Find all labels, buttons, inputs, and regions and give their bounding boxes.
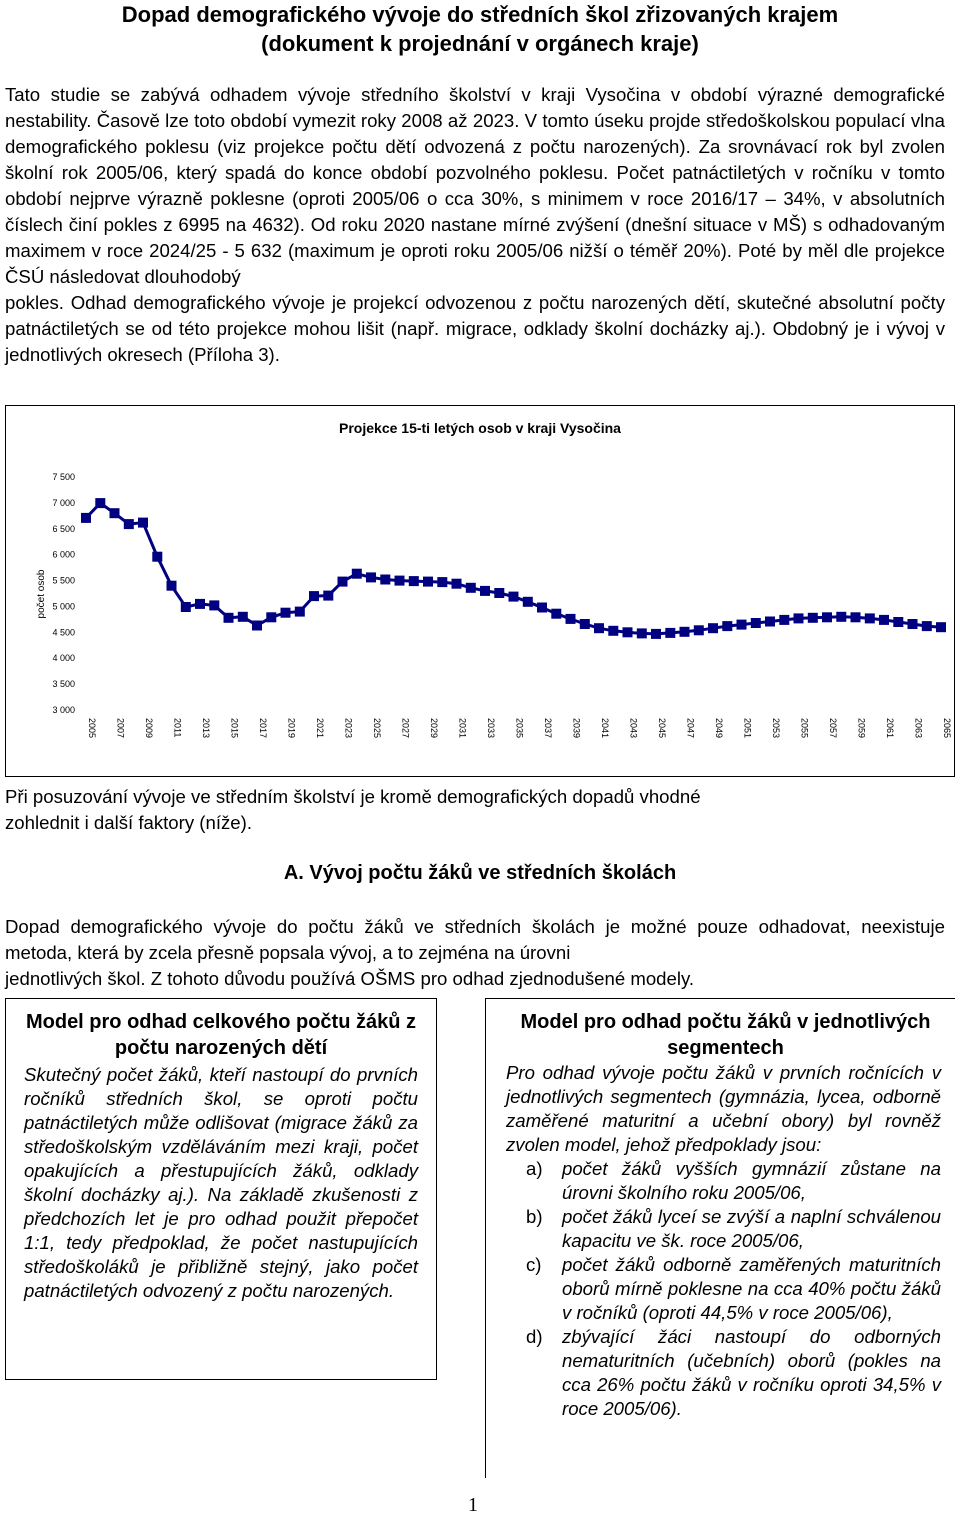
data-point — [181, 602, 191, 612]
x-tick-label: 2043 — [628, 718, 639, 739]
x-tick-label: 2007 — [115, 718, 126, 739]
model-total-text: Skutečný počet žáků, kteří nastoupí do prvních ročníků středních škol, se oproti počtu patnáctiletých může odlišovat (migrace žáků za středoškolským vzděláváním mezi kraji, počet opakujících a přestupujících žáků, odklady školní docházky aj.). Na základě zkušenosti z předchozích let je pro odhad použit přepočet 1:1, tedy předpoklad, že počet nastupujících středoškoláků je přibližně stejný, jako počet patnáctiletých odvozený z počtu narozených. — [24, 1064, 418, 1301]
model-total-title: Model pro odhad celkového počtu žáků z počtu narozených dětí — [25, 1011, 417, 1059]
data-point — [537, 603, 547, 613]
x-tick-label: 2027 — [400, 718, 411, 739]
data-point — [266, 612, 276, 622]
data-point — [893, 617, 903, 627]
data-point — [152, 552, 162, 562]
x-tick-label: 2015 — [229, 718, 240, 739]
assumption-item — [506, 1325, 941, 1421]
data-point — [380, 575, 390, 585]
data-point — [694, 625, 704, 635]
x-tick-label: 2053 — [771, 718, 781, 739]
assumption-list — [486, 1157, 955, 1421]
data-point — [252, 621, 262, 631]
data-point — [323, 591, 333, 601]
data-point — [110, 508, 120, 518]
data-point — [437, 577, 447, 587]
y-tick-label: 5 000 — [52, 601, 75, 612]
x-tick-label: 2055 — [799, 718, 810, 739]
chart-svg — [6, 406, 954, 776]
data-point — [608, 626, 618, 636]
y-tick-label: 7 000 — [52, 497, 75, 508]
y-tick-label: 5 500 — [52, 575, 75, 586]
assumption-text: zbývající žáci nastoupí do odborných nematuritních (učebních) oborů (pokles na cca 26% počtu žáků v ročníku oproti 34,5% v roce 2005/06). — [562, 1326, 941, 1419]
data-point — [879, 615, 889, 625]
x-tick-label: 2041 — [600, 718, 610, 739]
section-a-text: Dopad demografického vývoje do počtu žáků ve středních školách je možné pouze odhadovat, neexistuje metoda, která by zcela přesně popsala vývoj, a to zejména na úrovni — [5, 916, 945, 963]
data-point — [680, 627, 690, 637]
x-tick-label: 2065 — [942, 718, 952, 739]
y-tick-label: 6 000 — [52, 549, 75, 560]
x-tick-label: 2061 — [885, 718, 895, 739]
data-point — [167, 581, 177, 591]
title-line-2: (dokument k projednání v orgánech kraje) — [261, 31, 699, 56]
x-tick-label: 2029 — [429, 718, 439, 739]
data-point — [238, 612, 248, 622]
y-tick-label: 3 500 — [52, 679, 75, 690]
x-tick-label: 2051 — [742, 718, 753, 739]
data-point — [423, 577, 433, 587]
y-tick-label: 4 000 — [52, 653, 75, 664]
data-point — [851, 612, 861, 622]
data-point — [637, 628, 647, 638]
after-chart-paragraph — [5, 784, 945, 836]
assumption-item — [506, 1157, 941, 1205]
x-tick-label: 2023 — [343, 718, 354, 739]
after-chart-text: Při posuzování vývoje ve středním školství je kromě demografických dopadů vhodné — [5, 786, 701, 807]
y-tick-label: 3 000 — [52, 705, 75, 715]
model-total-box — [5, 998, 437, 1380]
intro-text: Tato studie se zabývá odhadem vývoje středního školství v kraji Vysočina v období výrazné demografické nestability. Časově lze toto období vymezit roky 2008 až 2023. V tomto úseku projde středoškolskou populací vlna demografického poklesu (viz projekce počtu dětí odvozená z počtu narozených). Za srovnávací rok byl zvolen školní rok 2005/06, který spadá do konce období pozvolného poklesu. Počet patnáctiletých v ročníku v tomto období nejprve výrazně poklesne (oproti 2005/06 o cca 30%, s minimem v roce 2016/17 – 34%, v absolutních číslech činí pokles z 6995 na 4632). Od roku 2020 nastane mírné zvýšení (dnešní situace v MŠ) s odhadovaným maximem v roce 2024/25 - 5 632 (maximum je oproti roku 2005/06 nižší o téměř 20%). Poté by měl dle projekce ČSÚ následovat dlouhodobý — [5, 84, 945, 287]
data-point — [124, 519, 134, 529]
data-point — [409, 576, 419, 586]
x-tick-label: 2025 — [372, 718, 382, 739]
data-point — [779, 615, 789, 625]
data-point — [722, 621, 732, 631]
assumption-mark: d) — [526, 1326, 543, 1347]
assumption-text: počet žáků vyšších gymnázií zůstane na úrovni školního roku 2005/06, — [562, 1158, 941, 1203]
assumption-text: počet žáků lyceí se zvýší a naplní schválenou kapacitu ve šk. roce 2005/06, — [562, 1206, 941, 1251]
data-point — [480, 586, 490, 596]
x-tick-label: 2049 — [714, 718, 724, 739]
y-tick-label: 4 500 — [52, 627, 75, 638]
data-point — [466, 583, 476, 593]
page-number: 1 — [468, 1494, 478, 1516]
x-tick-label: 2019 — [286, 718, 297, 739]
assumption-item — [506, 1253, 941, 1325]
data-point — [594, 623, 604, 633]
data-point — [395, 576, 405, 586]
data-point — [138, 518, 148, 528]
intro-text-end: pokles. Odhad demografického vývoje je projekcí odvozenou z počtu narozených dětí, skutečné absolutní počty patnáctiletých se od této projekce mohou lišit (např. migrace, odklady školní docházky aj.). Obdobný je i vývoj v jednotlivých okresech (Příloha 3). — [5, 292, 945, 365]
data-point — [908, 619, 918, 629]
model-segments-text: Pro odhad vývoje počtu žáků v prvních ročnících v jednotlivých segmentech (gymnázia, lycea, odborně zaměřené maturitní a učební obory) byl rovněž zvolen model, jehož předpoklady jsou: — [506, 1062, 941, 1155]
data-point — [765, 617, 775, 627]
data-point — [523, 597, 533, 607]
x-tick-label: 2063 — [913, 718, 924, 739]
data-point — [737, 620, 747, 630]
data-point — [794, 613, 804, 623]
y-tick-label: 7 500 — [52, 472, 75, 482]
data-point — [822, 612, 832, 622]
section-a-text-end: jednotlivých škol. Z tohoto důvodu používá OŠMS pro odhad zjednodušené modely. — [5, 968, 695, 989]
x-tick-label: 2047 — [685, 718, 696, 739]
chart-title: Projekce 15-ti letých osob v kraji Vysočina — [339, 420, 621, 436]
x-tick-label: 2057 — [828, 718, 838, 739]
x-tick-label: 2033 — [486, 718, 496, 739]
assumption-mark: b) — [526, 1206, 543, 1227]
data-point — [224, 613, 234, 623]
x-tick-label: 2011 — [172, 718, 183, 738]
data-point — [494, 588, 504, 598]
data-point — [281, 608, 291, 618]
data-point — [509, 592, 519, 602]
data-point — [309, 591, 319, 601]
x-tick-label: 2005 — [87, 718, 97, 739]
data-point — [352, 569, 362, 579]
x-tick-label: 2021 — [315, 718, 325, 739]
data-point — [81, 513, 91, 523]
data-point — [936, 622, 946, 632]
data-point — [836, 612, 846, 622]
assumption-text: počet žáků odborně zaměřených maturitních oborů mírně poklesne na cca 40% počtu žáků v ročníků (oproti 44,5% v roce 2005/06), — [562, 1254, 941, 1323]
data-point — [665, 628, 675, 638]
after-chart-text-end: zohlednit i další faktory (níže). — [5, 812, 252, 833]
data-point — [366, 572, 376, 582]
x-tick-label: 2059 — [856, 718, 867, 739]
assumption-item — [506, 1205, 941, 1253]
data-point — [623, 627, 633, 637]
x-tick-label: 2031 — [457, 718, 468, 739]
x-tick-label: 2017 — [258, 718, 268, 739]
intro-paragraph — [5, 82, 945, 368]
x-tick-label: 2013 — [201, 718, 211, 739]
data-point — [195, 599, 205, 609]
chart-y-axis-label: počet osob — [36, 569, 47, 619]
model-segments-box — [485, 998, 955, 1478]
x-tick-label: 2037 — [543, 718, 553, 739]
data-point — [566, 614, 576, 624]
data-point — [551, 609, 561, 619]
data-point — [808, 613, 818, 623]
assumption-mark: a) — [526, 1158, 543, 1179]
assumption-mark: c) — [526, 1254, 542, 1275]
x-tick-label: 2009 — [144, 718, 154, 739]
section-a-heading: A. Vývoj počtu žáků ve středních školách — [283, 862, 677, 884]
data-point — [865, 613, 875, 623]
title-line-1: Dopad demografického vývoje do středních škol zřizovaných krajem — [121, 2, 839, 27]
data-point — [452, 579, 462, 589]
section-a-paragraph — [5, 914, 945, 992]
data-point — [708, 623, 718, 633]
x-tick-label: 2039 — [571, 718, 582, 739]
data-point — [922, 621, 932, 631]
data-point — [95, 498, 105, 508]
data-point — [338, 577, 348, 587]
population-chart — [5, 405, 955, 777]
data-point — [651, 629, 661, 639]
data-point — [751, 618, 761, 628]
data-point — [295, 607, 305, 617]
data-point — [209, 600, 219, 610]
data-point — [580, 619, 590, 629]
x-tick-label: 2035 — [514, 718, 525, 739]
x-tick-label: 2045 — [657, 718, 667, 739]
y-tick-label: 6 500 — [52, 523, 75, 534]
model-segments-title: Model pro odhad počtu žáků v jednotlivých segmentech — [520, 1011, 931, 1059]
page-title — [0, 0, 960, 58]
